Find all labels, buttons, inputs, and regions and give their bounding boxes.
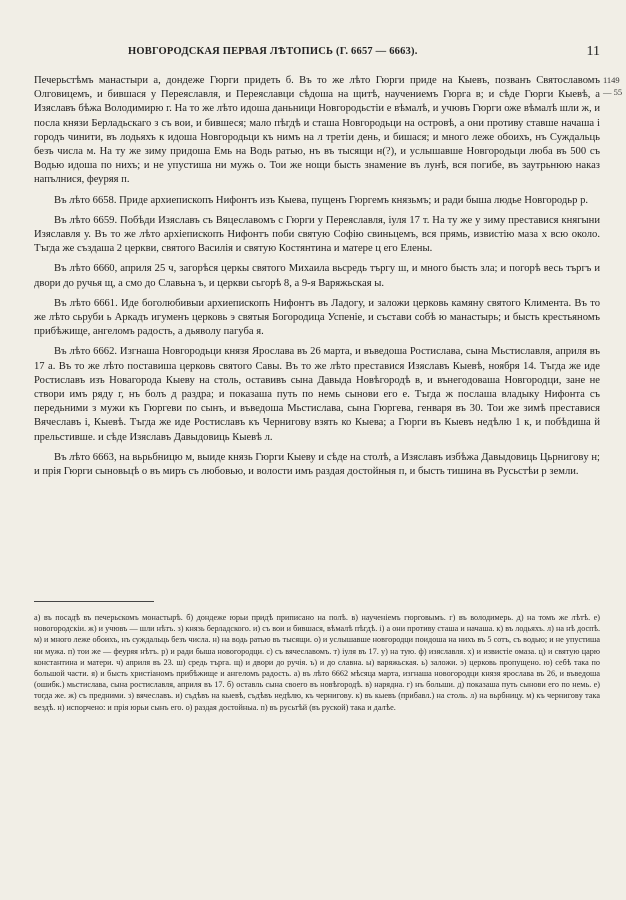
page-header bbox=[40, 46, 600, 66]
paragraph-continuation: Печерьстѣмъ манастыри а, дондеже Гюрги придеть б. Въ то же лѣто Гюрги приде на Кыевъ, позванъ Святославомъ Олговицемъ, и бившася у Переяславля, и Переяславци сѣдоша на щитѣ, научениемъ Гюрга в; и сѣде Гюрги Кыевѣ, а Изяславъ бѣжа Володимирю г. На то же лѣто идоша даньници Новгородьстіи е вѣмалѣ, и учювъ Гюрги оже вѣмалѣ шли ж, и посла князи Берладьскаго з съ вои, и бившеся; мало пѣгдѣ и сташа Новгородьци на островѣ, а они противу ставше начаша і городъ чинити, въ лодьяхъ к идоша Новгородьци къ нимъ на л третiи день, и бишася; и много леже обоихъ, нъ Суждальць безъ числа м. На ту же зиму придоша Емь на Водь ратью, нъ въ тысящи н(?), и услышавше Новгородьци люба въ 500 съ Водью идоша по нихъ; и не упустиша ни мужь о. Тои же нощи бысть знамение въ лунѣ, вся погибе, въ заутрьнюю наказ напълнися, феуряя п. bbox=[34, 75, 600, 186]
main-text bbox=[34, 74, 600, 485]
running-title: НОВГОРОДСКАЯ ПЕРВАЯ ЛѢТОПИСЬ (Г. 6657 — 6663). bbox=[128, 46, 418, 57]
footnotes: а) въ посадѣ въ печерьскомъ монастырѣ. б) дондеже юрьи придѣ приписано на полѣ. в) наученіемъ гюрговымъ. г) въ володимерь. д) на томъ же лѣтѣ. е) новогородскiи. ж) и учювъ — шли нѣтъ. з) князь берладского. и) съ вои и бившася, вѣмалѣ пѣгдѣ. і) а они противу сташа и начаша. к) въ лодьяхъ. л) на нѣ доспѣ. м) и много леже обоихъ, нъ суждальць безъ числа. н) на водь ратью въ тысящи. о) и услышавше новгородци поидоша на нихъ въ 5 сотъ, съ водью; и не упустиша ни мужа. п) тои же — феуряя нѣтъ. р) и ради быша новогородци. с) съ вячеславомъ. т) іуля въ 17. у) на тую. ф) изяславля. х) и извистіе омаза. ц) и святую царю константина и матери. ч) априля въ 23. ш) средь търга. щ) и двори до ручія. ъ) и до славна. ы) варяжьская. ь) заложи. э) церковь пропущено. ю) себѣ така по большой части. я) и бысть христіаномъ прибѣжище и ангеломъ радость. а) въ лѣто 6662 мѣсяца марта, изгнаша новогородци князя ярослава въ 26, и въведоша (ошибк.) мьстислава, сына ростиславля, априля въ 17. б) оставль сына своего въ новѣгородѣ. в) нарядна. г) нъ больши. д) показаша путь сынови его по немь. е) тогда же. ж) съ предними. з) вячеславъ. и) съдѣвъ на кыевѣ, съдѣвъ недѣлю, къ черниговy. к) въ кыевъ (прибавл.) на столь. л) на вьрбницу. м) къ черниговy така вездѣ. н) испорчено: и прія юрьи сынъ его. о) раздая достойныа. п) въ русьтѣй (въ руской) така и далѣе. bbox=[34, 613, 600, 712]
paragraph-6661: Въ лѣто 6661. Иде боголюбивыи архиепископъ Нифонтъ въ Ладогу, и заложи церковь камяну святого Климента. Въ то же лѣто сьруби ь Аркадъ игуменъ церковь э святыя Богородица Успеніе, и състави собѣ ю манастырь; и бысть крестьяномъ прибѣжище, ангеломъ радость, а дьяволу пагуба я. bbox=[34, 297, 600, 338]
paragraph-6660: Въ лѣто 6660, априля 25 ч, загорѣся церкы святого Михаила вьсредь търгу ш, и много бысть зла; и погорѣ весь търгъ и двори до ручья щ, а смо до Славьна ъ, и церкви сьгорѣ 8, а 9-я Варяжьская ы. bbox=[34, 263, 600, 289]
paragraph-6662: Въ лѣто 6662. Изгнаша Новгородьци князя Ярослава въ 26 марта, и въведоша Ростислава, сына Мьстиславля, априля въ 17 а. Въ то же лѣто поставиша церковь святого Савы. Въ то же лѣто преставися Изяславъ Кыевѣ, ноября 14. Тъгда же иде Ростиславъ изъ Новагорода Кыеву на столь, оставивъ сына Давыда Новѣгородѣ в, и вънегодоваша Новгородци, зане не створи имъ ряду г, нъ болъ д раздра; и показаша путь по немь сынови его е. Тъгда ж послаша владыку Нифонта съ передьними з мужи къ Гюргеви по сынъ, и въведоша Мьстислава, сына Гюргева, генваря въ 30. Тои же зимѣ преставися Вячеславъ і, Кыевѣ. Тъгда же иде Ростиславъ къ Черниговy взять ко Кыева; а Гюрги въ Кыевъ недѣлю 1 к, и побѣдиша й прельстивше. и сѣде Изяславъ Давыдовиць Кыевѣ л. bbox=[34, 346, 600, 443]
paragraph-6658: Въ лѣто 6658. Приде архиепископъ Нифонтъ изъ Кыева, пущенъ Гюргемъ князьмъ; и ради быша людье Новгородьр р. bbox=[54, 194, 589, 206]
margin-year-note: 1149 — 55 bbox=[603, 75, 623, 97]
footnote-divider bbox=[34, 601, 154, 602]
paragraph-6663: Въ лѣто 6663, на вьрьбницю м, выиде князь Гюрги Кыеву и сѣде на столѣ, а Изяславъ избѣжа Давыдовиць Цьрниговy н; и прія Гюрги сыновьцѣ о въ миръ съ любовью, и волости имъ раздая достойныя п, и бысть тишина въ Русьстѣи р земли. bbox=[34, 451, 600, 478]
page-number: 11 bbox=[586, 44, 600, 59]
paragraph-6659: Въ лѣто 6659. Побѣди Изяславъ съ Вяцеславомъ с Гюрги у Переяславля, іуля 17 т. На ту же у зиму преставися княгыни Изяславля у. Въ то же лѣто архіепископъ Нифонтъ поби святую Софію свиньцемъ, вся прямь, извистію маза х всю около. Тъгда же създаша 2 церкви, святого Василія и святую Костянтина и матере ц его Елены. bbox=[34, 214, 600, 255]
